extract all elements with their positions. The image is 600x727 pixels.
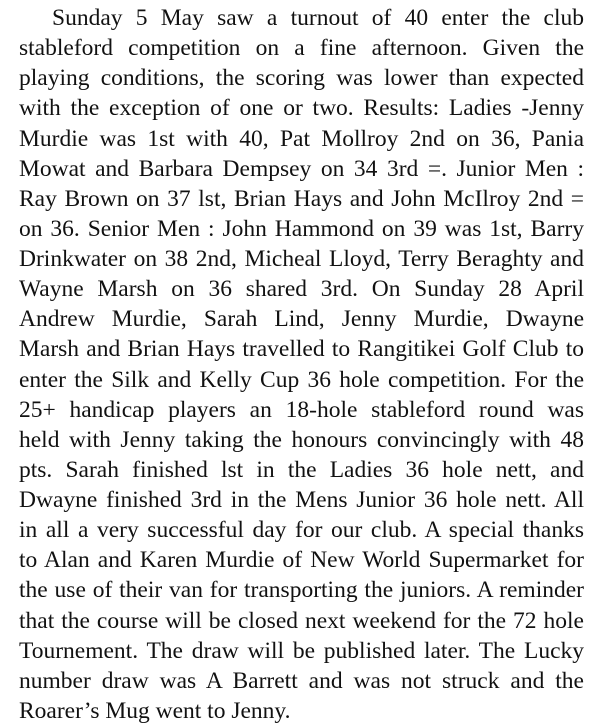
text-line: Tournement. The draw will be published later. The Lucky	[19, 638, 584, 664]
text-line: 25+ handicap players an 18-hole stableford round was	[19, 397, 584, 423]
text-line: Andrew Murdie, Sarah Lind, Jenny Murdie, Dwayne	[19, 306, 584, 332]
text-line: stableford competition on a fine afternoon. Given the	[19, 35, 584, 61]
text-line: in all a very successful day for our club. A special thanks	[19, 517, 584, 543]
text-line: Murdie was 1st with 40, Pat Mollroy 2nd on 36, Pania	[19, 126, 584, 152]
text-line: number draw was A Barrett and was not struck and the	[19, 668, 584, 694]
text-line: Sunday 5 May saw a turnout of 40 enter the club	[52, 5, 584, 31]
text-line: Dwayne finished 3rd in the Mens Junior 36 hole nett. All	[19, 487, 584, 513]
text-line: Wayne Marsh on 36 shared 3rd. On Sunday 28 April	[19, 276, 584, 302]
text-line: held with Jenny taking the honours convincingly with 48	[19, 427, 584, 453]
text-line: the use of their van for transporting the juniors. A reminder	[19, 577, 584, 603]
text-line: Marsh and Brian Hays travelled to Rangitikei Golf Club to	[19, 336, 584, 362]
text-line: to Alan and Karen Murdie of New World Supermarket for	[19, 547, 584, 573]
text-line: pts. Sarah finished lst in the Ladies 36 hole nett, and	[19, 457, 584, 483]
text-line: enter the Silk and Kelly Cup 36 hole competition. For the	[19, 367, 584, 393]
text-line: Ray Brown on 37 lst, Brian Hays and John McIlroy 2nd =	[19, 186, 584, 212]
text-line: Mowat and Barbara Dempsey on 34 3rd =. Junior Men :	[19, 156, 584, 182]
text-line: Roarer’s Mug went to Jenny.	[19, 698, 291, 724]
text-line: Drinkwater on 38 2nd, Micheal Lloyd, Terry Beraghty and	[19, 246, 584, 272]
text-line: with the exception of one or two. Results: Ladies -Jenny	[19, 95, 584, 121]
text-line: on 36. Senior Men : John Hammond on 39 was 1st, Barry	[19, 216, 584, 242]
text-line: that the course will be closed next weekend for the 72 hole	[19, 608, 584, 634]
text-line: playing conditions, the scoring was lower than expected	[19, 65, 584, 91]
